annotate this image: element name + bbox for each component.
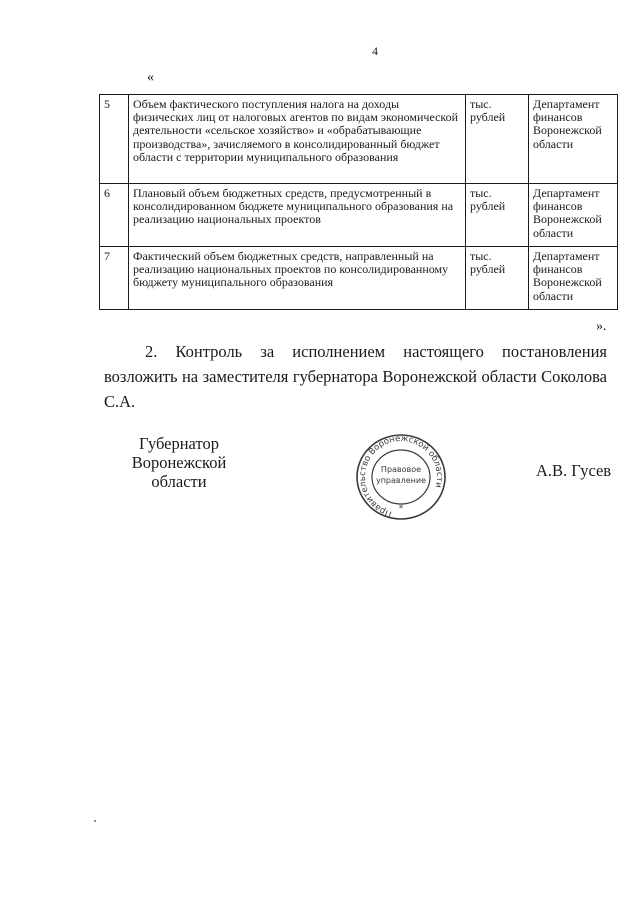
responsible-department: Департамент финансов Воронежской области bbox=[529, 184, 618, 247]
responsible-department: Департамент финансов Воронежской области bbox=[529, 95, 618, 184]
row-number: 5 bbox=[100, 95, 129, 184]
signatory-title-line: Воронежской области bbox=[131, 453, 227, 491]
page-number: 4 bbox=[372, 44, 378, 58]
table-row bbox=[100, 247, 618, 310]
signatory-title-line: Губернатор bbox=[139, 434, 219, 453]
seal-ring-text: Правительство Воронежской области bbox=[357, 433, 445, 519]
responsible-department: Департамент финансов Воронежской области bbox=[529, 247, 618, 310]
closing-quote: ». bbox=[596, 319, 607, 334]
seal-center-line: управление bbox=[375, 476, 427, 485]
unit-of-measure: тыс. рублей bbox=[466, 247, 529, 310]
indicator-name: Фактический объем бюджетных средств, направленный на реализацию национальных проектов по консолидированному бюджету муниципального образования bbox=[129, 247, 466, 310]
row-number: 7 bbox=[100, 247, 129, 310]
unit-of-measure: тыс. рублей bbox=[466, 95, 529, 184]
seal-star: * bbox=[398, 504, 404, 514]
table-row bbox=[100, 95, 618, 184]
table-row bbox=[100, 184, 618, 247]
indicators-table bbox=[99, 94, 618, 310]
signatory-name: А.В. Гусев bbox=[536, 461, 612, 480]
signatory-title bbox=[104, 434, 254, 491]
scan-speck bbox=[94, 820, 96, 822]
indicator-name: Объем фактического поступления налога на доходы физических лиц от налоговых агентов по видам экономической деятельности «сельское хозяйство» и «обрабатывающие производства», зачисляемого в консолидированный бюджет области с территории муниципального образования bbox=[129, 95, 466, 184]
control-paragraph: 2. Контроль за исполнением настоящего постановления возложить на заместителя губернатора Воронежской области Соколова С.А. bbox=[104, 342, 607, 411]
opening-quote: « bbox=[147, 70, 154, 85]
indicator-name: Плановый объем бюджетных средств, предусмотренный в консолидированном бюджете муниципального образования на реализацию национальных проектов bbox=[129, 184, 466, 247]
official-seal bbox=[355, 433, 447, 521]
row-number: 6 bbox=[100, 184, 129, 247]
unit-of-measure: тыс. рублей bbox=[466, 184, 529, 247]
seal-center-line: Правовое bbox=[380, 465, 422, 474]
